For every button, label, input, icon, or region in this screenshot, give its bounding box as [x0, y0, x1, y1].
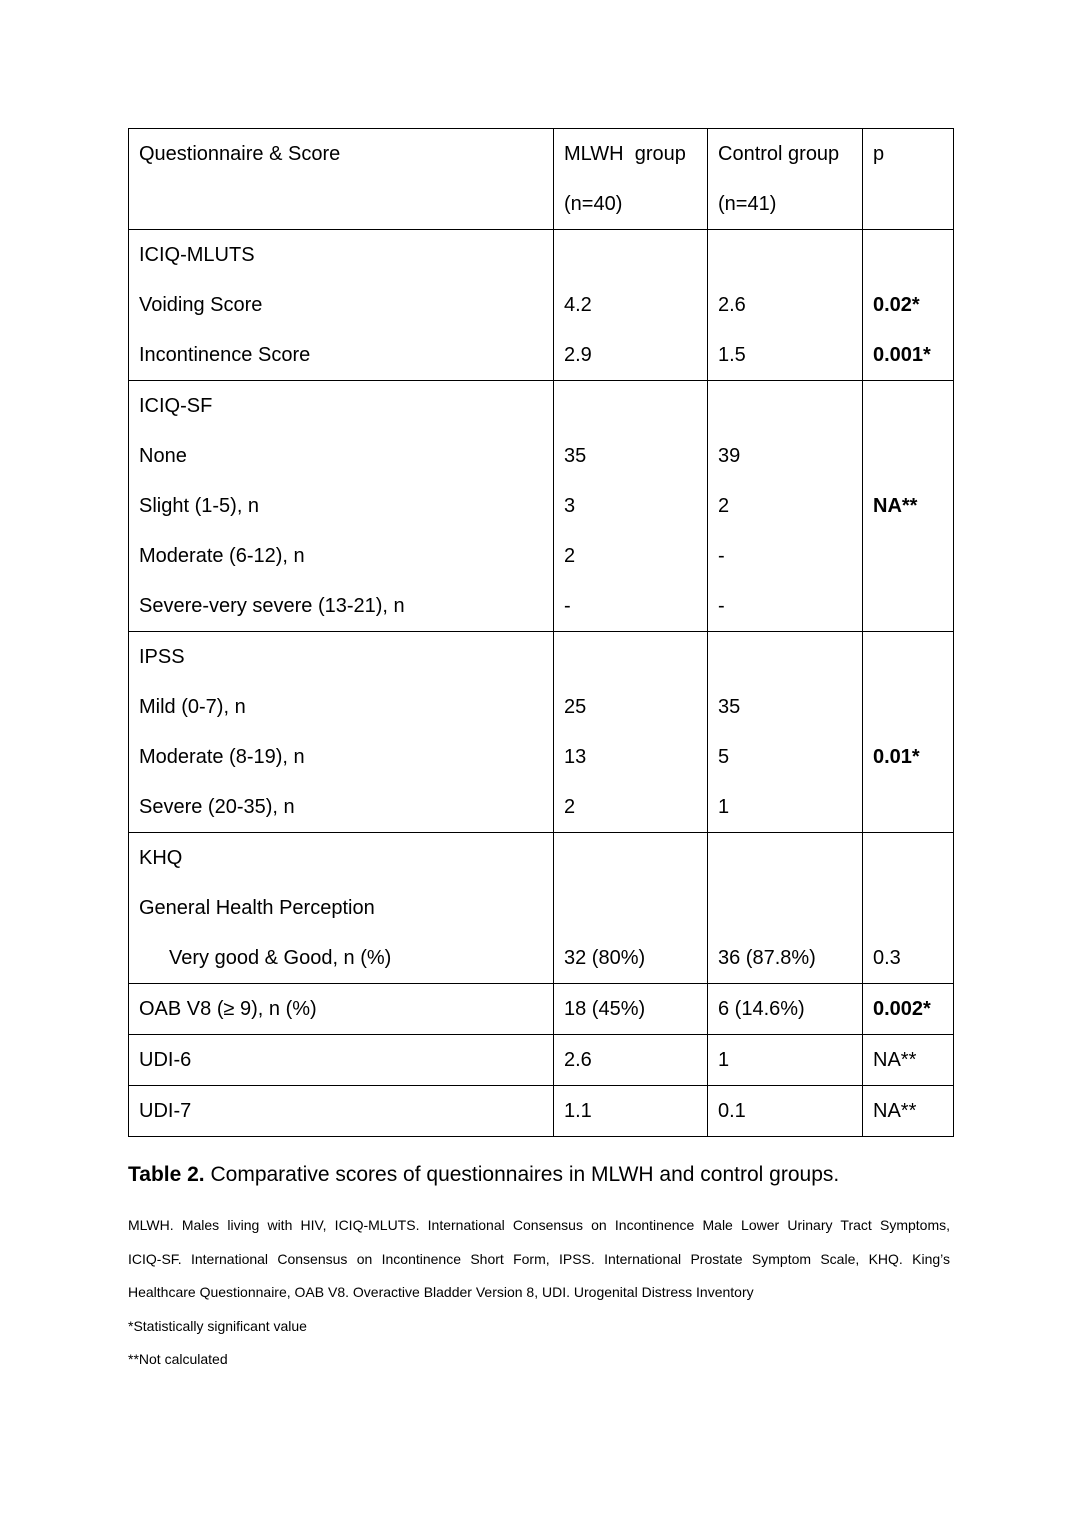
table-caption: [128, 1160, 958, 1190]
label-cell: KHQ General Health Perception Very good & Good, n (%): [129, 833, 554, 984]
row-oab-v8: [129, 984, 954, 1035]
control-cell: 6 (14.6%): [708, 984, 863, 1035]
p-cell: NA**: [863, 381, 954, 632]
p-cell: 0.3: [863, 833, 954, 984]
table-footnotes: [128, 1209, 950, 1377]
abbreviations-line-1: MLWH. Males living with HIV, ICIQ-MLUTS. International Consensus on Incontinence Male Lower Urinary Tract Symptoms,: [128, 1217, 950, 1233]
section-iciq-sf: [129, 381, 954, 632]
control-cell: 0.1: [708, 1086, 863, 1137]
control-cell: 1: [708, 1035, 863, 1086]
label-cell: ICIQ-MLUTS Voiding Score Incontinence Score: [129, 230, 554, 381]
caption-label: Table 2.: [128, 1163, 205, 1186]
section-khq: [129, 833, 954, 984]
p-cell: NA**: [863, 1035, 954, 1086]
control-cell: 39 2 - -: [708, 381, 863, 632]
p-cell: NA**: [863, 1086, 954, 1137]
header-questionnaire: Questionnaire & Score: [129, 129, 554, 230]
section-title: ICIQ-SF: [139, 395, 213, 417]
header-row: [129, 129, 954, 230]
mlwh-cell: 25 13 2: [554, 632, 708, 833]
p-cell: 0.02* 0.001*: [863, 230, 954, 381]
abbreviations-line-2: ICIQ-SF. International Consensus on Incontinence Short Form, IPSS. International Prostate Symptom Scale, KHQ. King’s: [128, 1250, 950, 1267]
label-cell: UDI-7: [129, 1086, 554, 1137]
section-title: KHQ: [139, 847, 183, 869]
header-p: p: [863, 129, 954, 230]
control-cell: 2.6 1.5: [708, 230, 863, 381]
header-mlwh: MLWH group (n=40): [554, 129, 708, 230]
mlwh-cell: 1.1: [554, 1086, 708, 1137]
mlwh-cell: 2.6: [554, 1035, 708, 1086]
header-control: Control group (n=41): [708, 129, 863, 230]
abbreviations-line-3: Healthcare Questionnaire, OAB V8. Overactive Bladder Version 8, UDI. Urogenital Distress Inventory: [128, 1284, 754, 1300]
row-udi-7: [129, 1086, 954, 1137]
mlwh-cell: 4.2 2.9: [554, 230, 708, 381]
results-table: [128, 128, 954, 1137]
section-ipss: [129, 632, 954, 833]
mlwh-cell: 32 (80%): [554, 833, 708, 984]
label-cell: OAB V8 (≥ 9), n (%): [129, 984, 554, 1035]
section-title: ICIQ-MLUTS: [139, 244, 255, 266]
row-udi-6: [129, 1035, 954, 1086]
p-cell: 0.002*: [863, 984, 954, 1035]
label-cell: ICIQ-SF None Slight (1-5), n Moderate (6-12), n Severe-very severe (13-21), n: [129, 381, 554, 632]
mlwh-cell: 18 (45%): [554, 984, 708, 1035]
label-cell: UDI-6: [129, 1035, 554, 1086]
significance-note: *Statistically significant value: [128, 1317, 307, 1334]
label-cell: IPSS Mild (0-7), n Moderate (8-19), n Severe (20-35), n: [129, 632, 554, 833]
control-cell: 35 5 1: [708, 632, 863, 833]
section-title: IPSS: [139, 646, 185, 668]
mlwh-cell: 35 3 2 -: [554, 381, 708, 632]
not-calculated-note: **Not calculated: [128, 1351, 228, 1367]
section-iciq-mluts: [129, 230, 954, 381]
p-cell: 0.01*: [863, 632, 954, 833]
control-cell: 36 (87.8%): [708, 833, 863, 984]
caption-text: Comparative scores of questionnaires in MLWH and control groups.: [204, 1163, 840, 1186]
